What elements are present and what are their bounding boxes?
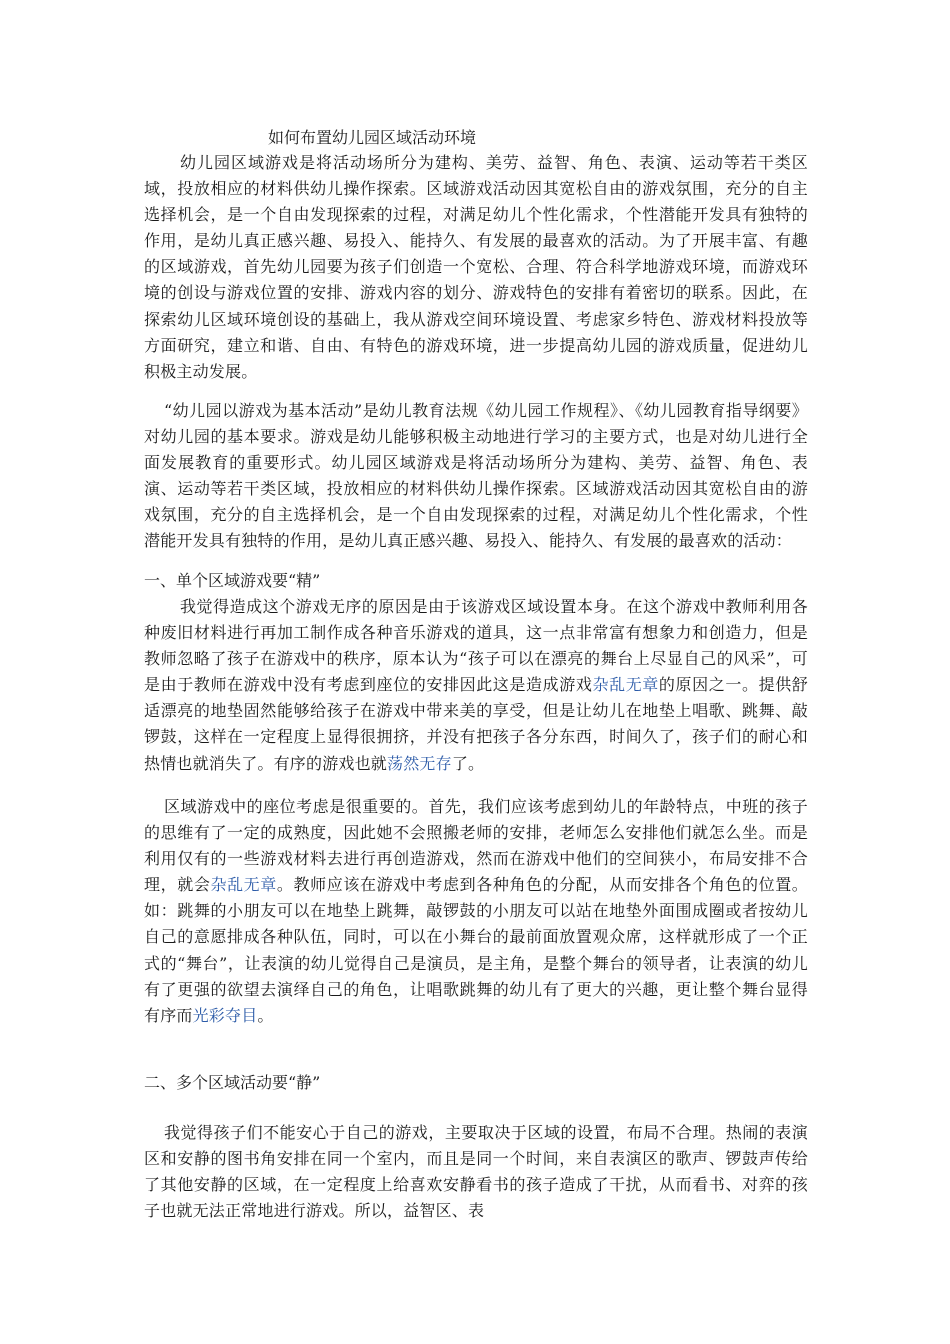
paragraph-game-basis: “幼儿园以游戏为基本活动”是幼儿教育法规《幼儿园工作规程》、《幼儿园教育指导纲要》对幼儿园的基本要求。游戏是幼儿能够积极主动地进行学习的主要方式，也是对幼儿进行全面发展教育的重要形式。幼儿园区域游戏是将活动场所分为建构、美劳、益智、角色、表演、运动等若干类区域，投放相应的材料供幼儿操作探索。区域游戏活动因其宽松自由的游戏氛围，充分的自主选择机会，是一个自由发现探索的过程，对满足幼儿个性化需求，个性潜能开发具有独特的作用，是幼儿真正感兴趣、易投入、能持久、有发展的最喜欢的活动： xyxy=(144,401,808,551)
text-segment: 了。 xyxy=(451,753,485,773)
idiom-link[interactable]: 光彩夺目 xyxy=(192,1005,258,1025)
paragraph-disorder-cause xyxy=(144,594,808,777)
idiom-link[interactable]: 荡然无存 xyxy=(387,753,452,773)
idiom-link[interactable]: 杂乱无章 xyxy=(592,675,659,695)
text-segment: 区域游戏中的座位考虑是很重要的。首先，我们应该考虑到幼儿的年龄特点，中班的孩子的思维有了一定的成熟度，因此她不会照搬老师的安排，老师怎么安排他们就怎么坐。而是利用仅有的一些游戏材料去进行再创造游戏，然而在游戏中他们的空间狭小，布局安排不合理，就会 xyxy=(144,797,808,895)
text-segment: 。教师应该在游戏中考虑到各种角色的分配，从而安排各个角色的位置。如：跳舞的小朋友可以在地垫上跳舞，敲锣鼓的小朋友可以站在地垫外面围成圈或者按幼儿自己的意愿排成各种队伍，同时，可以在小舞台的最前面放置观众席，这样就形成了一个正式的“舞台”，让表演的幼儿觉得自己是演员，是主角，是整个舞台的领导者，让表演的幼儿有了更强的欲望去演绎自己的角色，让唱歌跳舞的幼儿有了更大的兴趣，更让整个舞台显得有序而 xyxy=(144,875,809,1025)
text-segment: 我觉得造成这个游戏无序的原因是由于该游戏区域设置本身。在这个游戏中教师利用各种废旧材料进行再加工制作成各种音乐游戏的道具，这一点非常富有想象力和创造力，但是教师忽略了孩子在游戏中的秩序，原本认为“孩子可以在漂亮的舞台上尽显自己的风采”，可是由于教师在游戏中没有考虑到座位的安排因此这是造成游戏 xyxy=(144,597,808,695)
paragraph-quiet-areas: 我觉得孩子们不能安心于自己的游戏，主要取决于区域的设置，布局不合理。热闹的表演区和安静的图书角安排在同一个室内，而且是同一个时间，来自表演区的歌声、锣鼓声传给了其他安静的区域，在一定程度上给喜欢安静看书的孩子造成了干扰，从而看书、对弈的孩子也就无法正常地进行游戏。所以，益智区、表 xyxy=(144,1123,808,1221)
paragraph-seating xyxy=(144,794,808,1029)
text-segment: 。 xyxy=(257,1005,274,1025)
text-segment: 的原因之一。提供舒适漂亮的地垫固然能够给孩子在游戏中带来美的享受，但是让幼儿在地垫上唱歌、跳舞、敲锣鼓，这样在一定程度上显得很拥挤，并没有把孩子各分东西，时间久了，孩子们的耐心和热情也就消失了。有序的游戏也就 xyxy=(144,675,808,773)
section-heading-1: 一、单个区域游戏要“精” xyxy=(144,571,321,590)
idiom-link[interactable]: 杂乱无章 xyxy=(210,875,277,895)
paragraph-intro: 幼儿园区域游戏是将活动场所分为建构、美劳、益智、角色、表演、运动等若干类区域，投放相应的材料供幼儿操作探索。区域游戏活动因其宽松自由的游戏氛围，充分的自主选择机会，是一个自由发现探索的过程，对满足幼儿个性化需求，个性潜能开发具有独特的作用，是幼儿真正感兴趣、易投入、能持久、有发展的最喜欢的活动。为了开展丰富、有趣的区域游戏，首先幼儿园要为孩子们创造一个宽松、合理、符合科学地游戏环境，而游戏环境的创设与游戏位置的安排、游戏内容的划分、游戏特色的安排有着密切的联系。因此，在探索幼儿区域环境创设的基础上，我从游戏空间环境设置、考虑家乡特色、游戏材料投放等方面研究，建立和谐、自由、有特色的游戏环境，进一步提高幼儿园的游戏质量，促进幼儿积极主动发展。 xyxy=(144,153,808,381)
section-heading-2: 二、多个区域活动要“静” xyxy=(144,1073,321,1092)
document-title: 如何布置幼儿园区域活动环境 xyxy=(268,128,477,147)
